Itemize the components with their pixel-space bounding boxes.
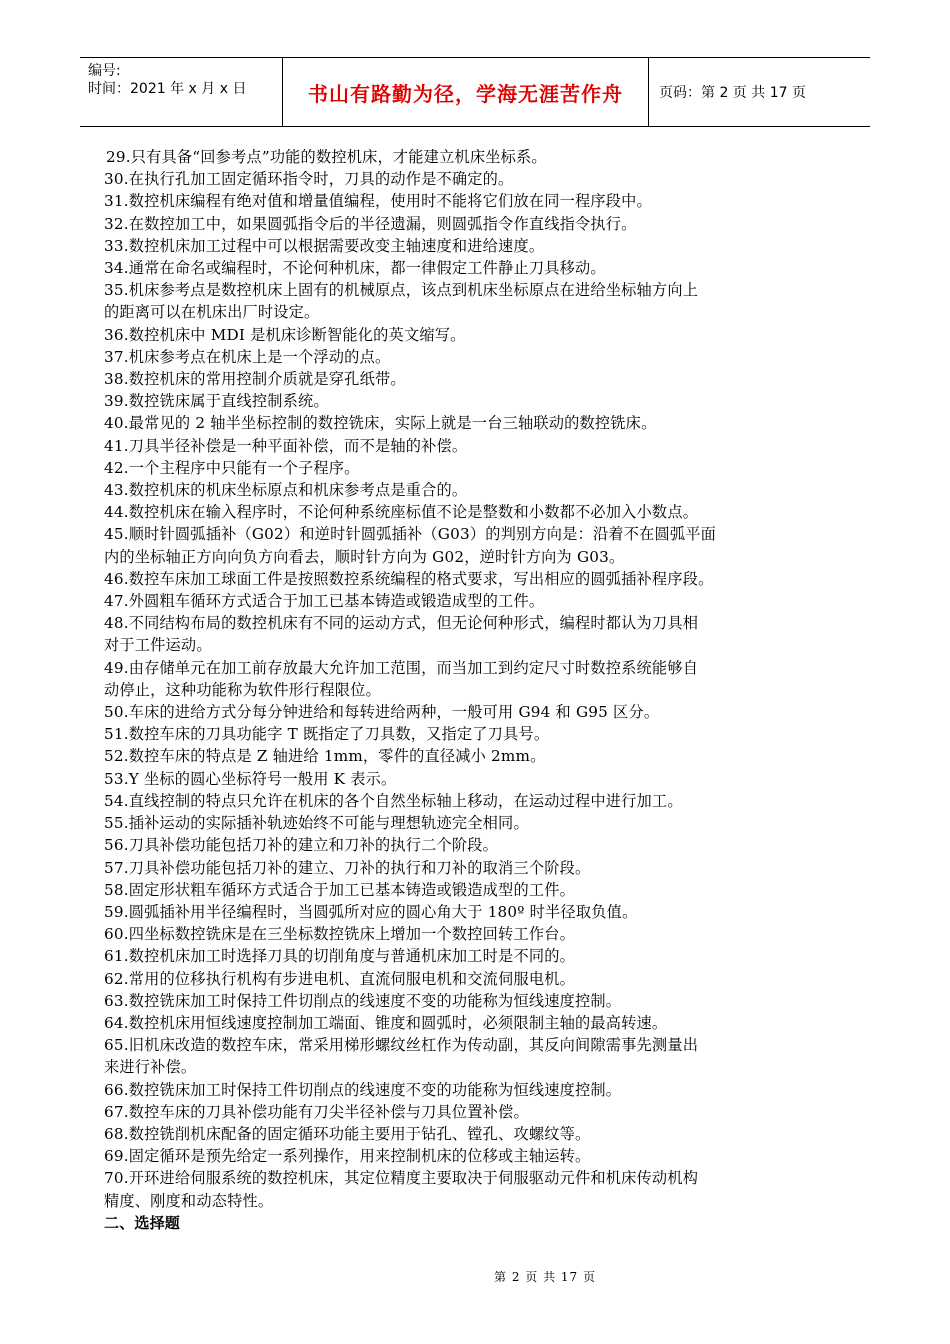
header-meta: [80, 58, 283, 126]
text-line: 67.数控车床的刀具补偿功能有刀尖半径补偿与刀具位置补偿。: [104, 1102, 529, 1121]
text-line: 68.数控铣削机床配备的固定循环功能主要用于钻孔、镗孔、攻螺纹等。: [104, 1124, 591, 1143]
text-line: 来进行补偿。: [104, 1058, 197, 1077]
text-line: 37.机床参考点在机床上是一个浮动的点。: [104, 347, 391, 366]
text-line: 66.数控铣床加工时保持工件切削点的线速度不变的功能称为恒线速度控制。: [104, 1080, 622, 1099]
document-body: [104, 146, 848, 1234]
text-line: 40.最常见的 2 轴半坐标控制的数控铣床，实际上就是一台三轴联动的数控铣床。: [104, 414, 657, 433]
text-line: 70.开环进给伺服系统的数控机床，其定位精度主要取决于伺服驱动元件和机床传动机构: [104, 1169, 699, 1188]
text-line: 38.数控机床的常用控制介质就是穿孔纸带。: [104, 370, 406, 389]
text-line: 42.一个主程序中只能有一个子程序。: [104, 458, 360, 477]
header-motto: 书山有路勤为径，学海无涯苦作舟: [283, 58, 649, 126]
text-line: 45.顺时针圆弧插补（G02）和逆时针圆弧插补（G03）的判别方向是：沿着不在圆弧平面: [104, 525, 717, 544]
text-line: 51.数控车床的刀具功能字 T 既指定了刀具数，又指定了刀具号。: [104, 725, 550, 744]
text-line: 41.刀具半径补偿是一种平面补偿，而不是轴的补偿。: [104, 436, 468, 455]
text-line: 57.刀具补偿功能包括刀补的建立、刀补的执行和刀补的取消三个阶段。: [104, 858, 591, 877]
text-line: 65.旧机床改造的数控车床，常采用梯形螺纹丝杠作为传动副，其反向间隙需事先测量出: [104, 1036, 699, 1055]
text-line: 60.四坐标数控铣床是在三坐标数控铣床上增加一个数控回转工作台。: [104, 925, 575, 944]
text-line: 64.数控机床用恒线速度控制加工端面、锥度和圆弧时，必须限制主轴的最高转速。: [104, 1013, 668, 1032]
question-list: [104, 146, 848, 1212]
text-line: 54.直线控制的特点只允许在机床的各个自然坐标轴上移动，在运动过程中进行加工。: [104, 791, 683, 810]
text-line: 31.数控机床编程有绝对值和增量值编程，使用时不能将它们放在同一程序段中。: [104, 192, 652, 211]
text-line: 58.固定形状粗车循环方式适合于加工已基本铸造或锻造成型的工件。: [104, 880, 575, 899]
section-title: 二、选择题: [104, 1213, 181, 1232]
text-line: 46.数控车床加工球面工件是按照数控系统编程的格式要求，写出相应的圆弧插补程序段。: [104, 569, 714, 588]
text-line: 精度、刚度和动态特性。: [104, 1191, 274, 1210]
text-line: 69.固定循环是预先给定一系列操作，用来控制机床的位移或主轴运转。: [104, 1147, 591, 1166]
page-header: [80, 57, 870, 127]
text-line: 59.圆弧插补用半径编程时，当圆弧所对应的圆心角大于 180º 时半径取负值。: [104, 902, 638, 921]
text-line: 34.通常在命名或编程时，不论何种机床，都一律假定工件静止刀具移动。: [104, 259, 606, 278]
text-line: 52.数控车床的特点是 Z 轴进给 1mm，零件的直径减小 2mm。: [104, 747, 546, 766]
text-line: 内的坐标轴正方向向负方向看去，顺时针方向为 G02，逆时针方向为 G03。: [104, 547, 625, 566]
text-line: 56.刀具补偿功能包括刀补的建立和刀补的执行二个阶段。: [104, 836, 499, 855]
header-page-info: 页码：第 2 页 共 17 页: [659, 85, 806, 101]
text-line: 62.常用的位移执行机构有步进电机、直流伺服电机和交流伺服电机。: [104, 969, 575, 988]
text-line: 对于工件运动。: [104, 636, 212, 655]
text-line: 50.车床的进给方式分每分钟进给和每转进给两种，一般可用 G94 和 G95 区分。: [104, 703, 660, 722]
page-footer: 第 2 页 共 17 页: [494, 1270, 596, 1284]
text-line: 44.数控机床在输入程序时，不论何种系统座标值不论是整数和小数都不必加入小数点。: [104, 503, 699, 522]
text-line: 61.数控机床加工时选择刀具的切削角度与普通机床加工时是不同的。: [104, 947, 575, 966]
text-line: 动停止，这种功能称为软件形行程限位。: [104, 680, 381, 699]
text-line: 30.在执行孔加工固定循环指令时，刀具的动作是不确定的。: [104, 170, 514, 189]
text-line: 48.不同结构布局的数控机床有不同的运动方式，但无论何种形式，编程时都认为刀具相: [104, 614, 699, 633]
text-line: 的距离可以在机床出厂时设定。: [104, 303, 320, 322]
text-line: 39.数控铣床属于直线控制系统。: [104, 392, 329, 411]
text-line: 43.数控机床的机床坐标原点和机床参考点是重合的。: [104, 481, 468, 500]
time-label: 时间：2021 年 x 月 x 日: [88, 81, 247, 97]
text-line: 47.外圆粗车循环方式适合于加工已基本铸造或锻造成型的工件。: [104, 592, 545, 611]
text-line: 63.数控铣床加工时保持工件切削点的线速度不变的功能称为恒线速度控制。: [104, 991, 622, 1010]
text-line: 35.机床参考点是数控机床上固有的机械原点，该点到机床坐标原点在进给坐标轴方向上: [104, 281, 699, 300]
text-line: 53.Y 坐标的圆心坐标符号一般用 K 表示。: [104, 769, 397, 788]
number-label: 编号:: [88, 63, 121, 79]
text-line: 32.在数控加工中，如果圆弧指令后的半径遗漏，则圆弧指令作直线指令执行。: [104, 214, 637, 233]
text-line: 29.只有具备“回参考点”功能的数控机床，才能建立机床坐标系。: [106, 148, 547, 166]
text-line: 49.由存储单元在加工前存放最大允许加工范围，而当加工到约定尺寸时数控系统能够自: [104, 658, 699, 677]
text-line: 36.数控机床中 MDI 是机床诊断智能化的英文缩写。: [104, 325, 466, 344]
text-line: 55.插补运动的实际插补轨迹始终不可能与理想轨迹完全相同。: [104, 814, 529, 833]
text-line: 33.数控机床加工过程中可以根据需要改变主轴速度和进给速度。: [104, 236, 545, 255]
